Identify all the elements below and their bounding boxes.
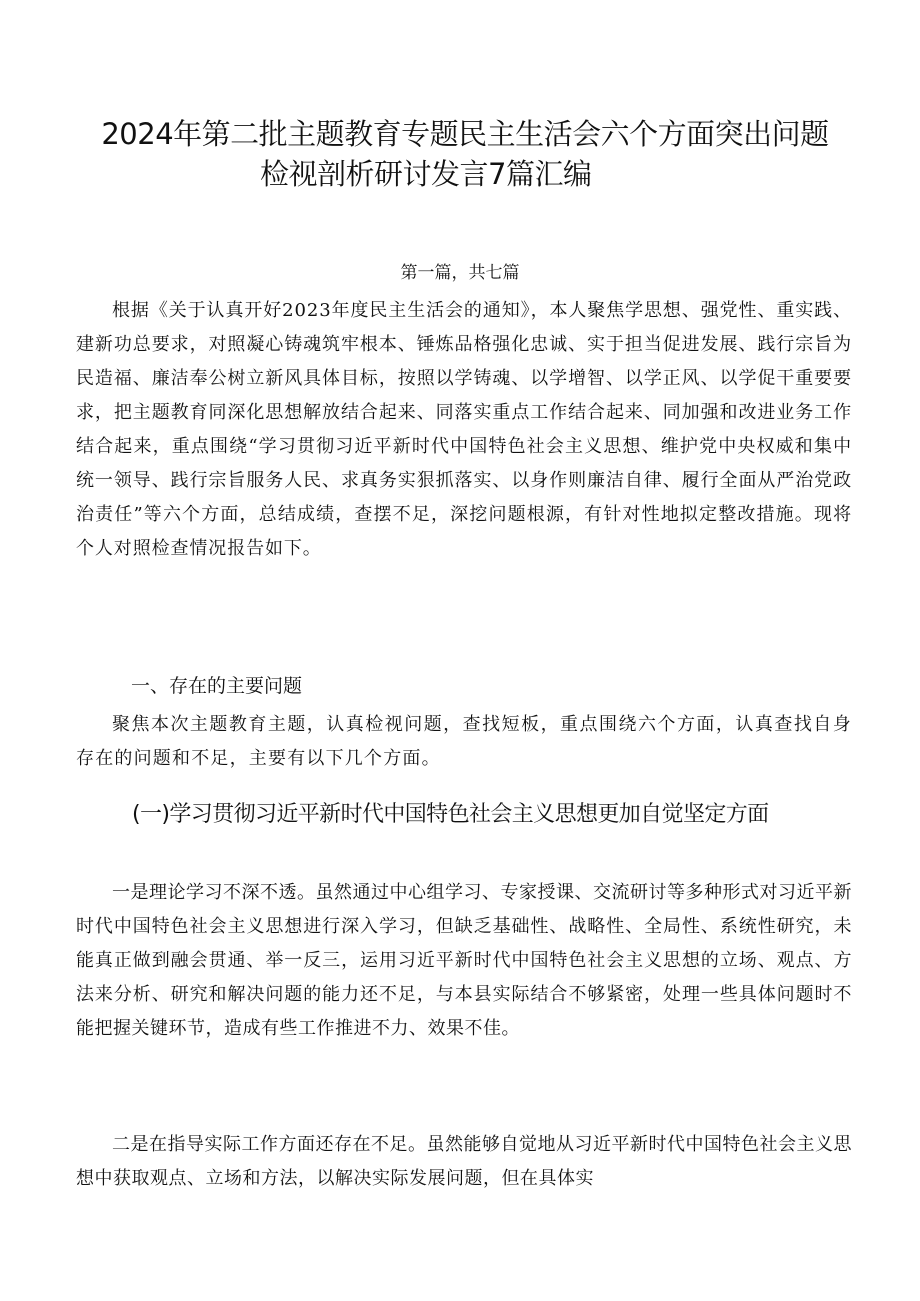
point-two-paragraph: 二是在指导实际工作方面还存在不足。虽然能够自觉地从习近平新时代中国特色社会主义思想中获取观点、立场和方法，以解决实际发展问题，但在具体实	[76, 1134, 852, 1189]
section-heading: 一、存在的主要问题	[131, 675, 303, 697]
subsection-heading: (一)学习贯彻习近平新时代中国特色社会主义思想更加自觉坚定方面	[132, 802, 769, 827]
section-intro-paragraph: 聚焦本次主题教育主题，认真检视问题，查找短板，重点围绕六个方面，认真查找自身存在的问题和不足，主要有以下几个方面。	[76, 714, 852, 769]
document-title	[60, 114, 870, 194]
title-line-1: 2024年第二批主题教育专题民主生活会六个方面突出问题	[101, 117, 829, 151]
point-one-paragraph: 一是理论学习不深不透。虽然通过中心组学习、专家授课、交流研讨等多种形式对习近平新时代中国特色社会主义思想进行深入学习，但缺乏基础性、战略性、全局性、系统性研究，未能真正做到融会贯通、举一反三，运用习近平新时代中国特色社会主义思想的立场、观点、方法来分析、研究和解决问题的能力还不足，与本县实际结合不够紧密，处理一些具体问题时不能把握关键环节，造成有些工作推进不力、效果不佳。	[76, 882, 852, 1039]
document-subtitle: 第一篇，共七篇	[400, 263, 520, 283]
intro-paragraph: 根据《关于认真开好2023年度民主生活会的通知》，本人聚焦学思想、强党性、重实践、建新功总要求，对照凝心铸魂筑牢根本、锤炼品格强化忠诚、实于担当促进发展、践行宗旨为民造福、廉洁奉公树立新风具体目标，按照以学铸魂、以学增智、以学正风、以学促干重要要求，把主题教育同深化思想解放结合起来、同落实重点工作结合起来、同加强和改进业务工作结合起来，重点围绕“学习贯彻习近平新时代中国特色社会主义思想、维护党中央权威和集中统一领导、践行宗旨服务人民、求真务实狠抓落实、以身作则廉洁自律、履行全面从严治党政治责任”等六个方面，总结成绩，查摆不足，深挖问题根源，有针对性地拟定整改措施。现将个人对照检查情况报告如下。	[76, 300, 852, 559]
title-line-2: 检视剖析研讨发言7篇汇编	[260, 157, 592, 191]
